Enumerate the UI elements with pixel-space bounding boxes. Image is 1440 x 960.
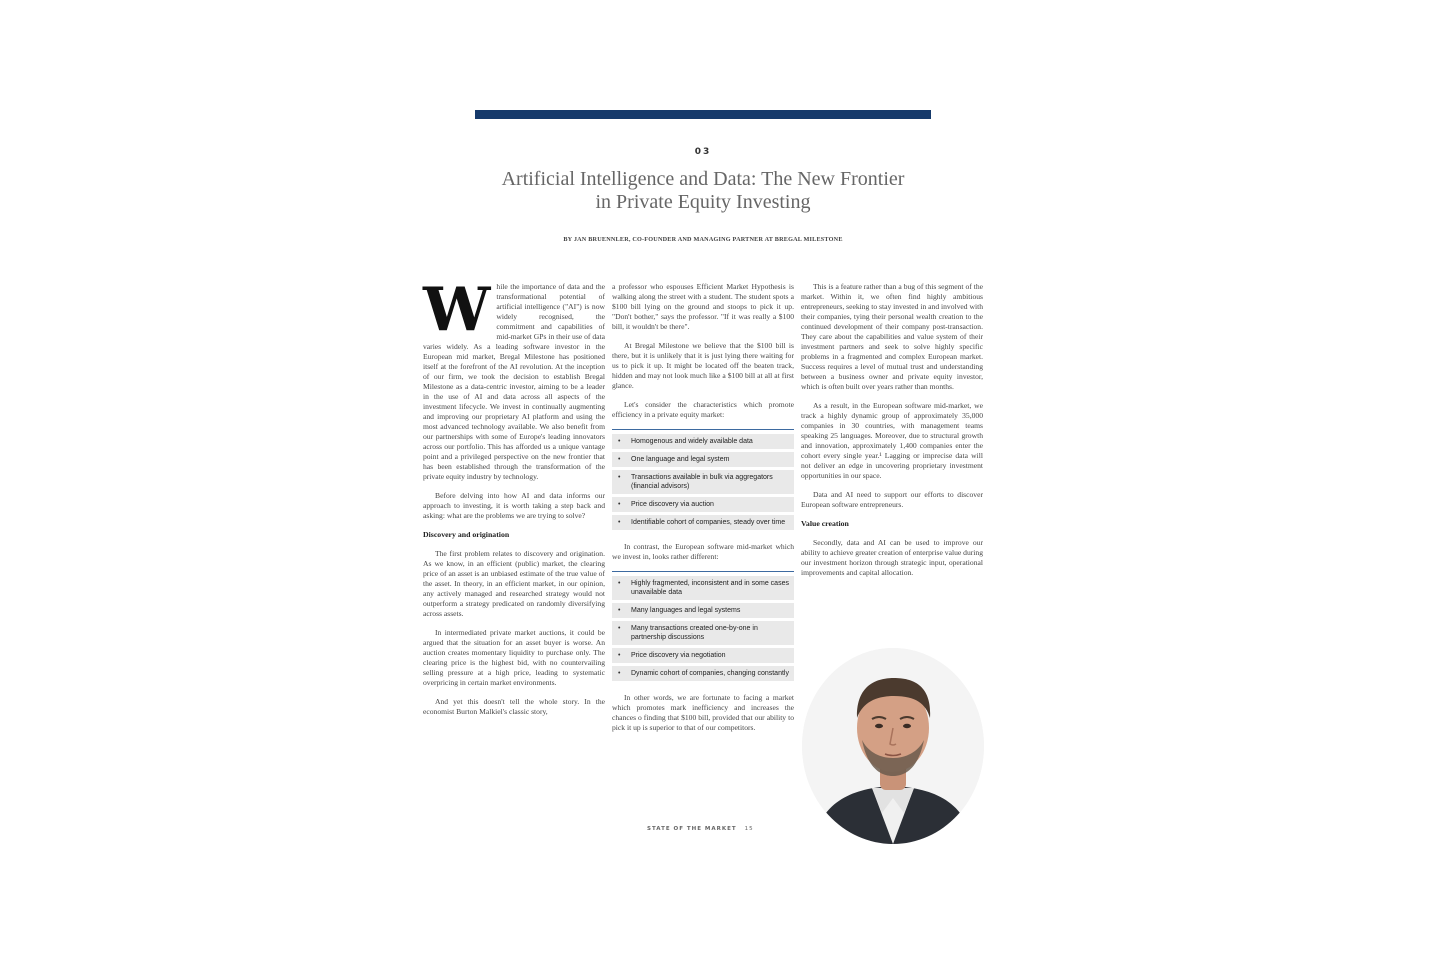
paragraph: Before delving into how AI and data informs our approach to investing, it is worth taking a step back and asking: what are the problems we are trying to solve? — [423, 491, 605, 520]
bullet-icon: • — [618, 580, 621, 587]
page-number: 15 — [744, 826, 754, 832]
article-title: Artificial Intelligence and Data: The New Frontier in Private Equity Investing — [501, 168, 905, 213]
footer-label: STATE OF THE MARKET — [647, 826, 737, 832]
bullet-icon: • — [618, 625, 621, 632]
paragraph: In other words, we are fortunate to facing a market which promotes mark inefficiency and increases the chances o finding that $100 bill, provided that our ability to pick it up is superior to that of our competitors. — [612, 693, 794, 732]
bullet-icon: • — [618, 519, 621, 526]
list-item: • Many transactions created one-by-one in partnership discussions — [612, 621, 794, 645]
column-3 — [801, 282, 983, 587]
bullet-icon: • — [618, 474, 621, 481]
article-byline: BY JAN BRUENNLER, CO-FOUNDER AND MANAGING PARTNER AT BREGAL MILESTONE — [563, 236, 843, 243]
column-1 — [423, 275, 605, 726]
list-item: • Price discovery via negotiation — [612, 648, 794, 663]
efficiency-list — [612, 429, 794, 530]
paragraph: In contrast, the European software mid-market which we invest in, looks rather different: — [612, 542, 794, 561]
list-item: • Highly fragmented, inconsistent and in some cases unavailable data — [612, 576, 794, 600]
portrait-illustration — [802, 648, 984, 844]
subheading-discovery: Discovery and origination — [423, 530, 510, 539]
list-item: • One language and legal system — [612, 452, 794, 467]
list-item: • Price discovery via auction — [612, 497, 794, 512]
drop-cap: W — [423, 275, 491, 345]
paragraph: Data and AI need to support our efforts to discover European software entrepreneurs. — [801, 490, 983, 509]
bullet-icon: • — [618, 607, 621, 614]
intro-text: hile the importance of data and the transformational potential of artificial intelligence ("AI") is now widely recognised, the commitment and capabilities of mid-market GPs in their use of data varies widely. As a leading software investor in the European mid market, Bregal Milestone has positioned itself at the forefront of the AI revolution. At the inception of our firm, we took the decision to establish Bregal Milestone as a data-centric investor, aiming to be a leader in the use of AI and data across all aspects of the investment lifecycle. We invest in continually augmenting and improving our proprietary AI platform and using the most advanced technology available. We also benefit from our partnerships with some of Europe's leading innovators across our portfolio. This has afforded us a unique vantage point and a privileged perspective on the new frontier that has been established through the transformation of the private equity industry by technology. — [423, 282, 605, 481]
paragraph: At Bregal Milestone we believe that the $100 bill is there, but it is unlikely that it is just lying there waiting for us to pick it up. It might be located off the beaten track, hidden and may not look much like a $100 bill at all at first glance. — [612, 341, 794, 390]
paragraph: Secondly, data and AI can be used to improve our ability to achieve greater creation of enterprise value during our investment horizon through strategic input, operational improvements and capital allocation. — [801, 538, 983, 577]
list-item: • Many languages and legal systems — [612, 603, 794, 618]
contrast-list — [612, 571, 794, 681]
magazine-page — [415, 100, 995, 850]
header-rule — [475, 110, 931, 119]
bullet-icon: • — [618, 501, 621, 508]
list-item: • Homogenous and widely available data — [612, 434, 794, 449]
bullet-icon: • — [618, 438, 621, 445]
paragraph: In intermediated private market auctions, it could be argued that the situation for an asset buyer is worse. An auction creates momentary liquidity to purchase only. The clearing price is the highest bid, with no countervailing selling pressure at a high price, leading to systematic overpricing in certain market environments. — [423, 628, 605, 687]
list-item: • Transactions available in bulk via aggregators (financial advisors) — [612, 470, 794, 494]
author-portrait-photo — [802, 648, 984, 844]
paragraph: This is a feature rather than a bug of this segment of the market. Within it, we often find highly ambitious entrepreneurs, seeking to stay invested in and involved with their companies, tying their personal wealth creation to the continued development of their company post-transaction. They care about the capabilities and value system of their investment partners and seek to solve highly specific problems in a fragmented and complex European market. Success requires a level of mutual trust and understanding between a business owner and private equity investor, which is often built over years rather than months. — [801, 282, 983, 391]
paragraph: Let's consider the characteristics which promote efficiency in a private equity market: — [612, 400, 794, 419]
page-footer — [647, 826, 754, 832]
subheading-value-creation: Value creation — [801, 519, 849, 528]
paragraph: The first problem relates to discovery and origination. As we know, in an efficient (public) market, the clearing price of an asset is an unbiased estimate of the true value of the asset. In theory, in an efficient market, in our opinion, any actively managed and researched strategy would not outperform a strategy predicated on randomly diversifying across assets. — [423, 549, 605, 618]
paragraph: As a result, in the European software mid-market, we track a highly dynamic group of approximately 35,000 companies in 30 countries, with management teams speaking 25 languages. Moreover, due to structural growth and innovation, approximately 1,400 companies enter the cohort every single year.¹ Lagging or imprecise data will not deliver an edge in uncovering proprietary investment opportunities in our space. — [801, 401, 983, 480]
intro-paragraph — [423, 275, 605, 482]
list-item: • Identifiable cohort of companies, steady over time — [612, 515, 794, 530]
bullet-icon: • — [618, 670, 621, 677]
list-item: • Dynamic cohort of companies, changing constantly — [612, 666, 794, 681]
bullet-icon: • — [618, 456, 621, 463]
paragraph: And yet this doesn't tell the whole story. In the economist Burton Malkiel's classic story, — [423, 697, 605, 716]
paragraph: a professor who espouses Efficient Market Hypothesis is walking along the street with a student. The student spots a $100 bill lying on the ground and stoops to pick it up. "Don't bother," says the professor. "If it was really a $100 bill, it wouldn't be there". — [612, 282, 794, 331]
section-number: 03 — [694, 147, 712, 157]
bullet-icon: • — [618, 652, 621, 659]
column-2 — [612, 282, 794, 742]
